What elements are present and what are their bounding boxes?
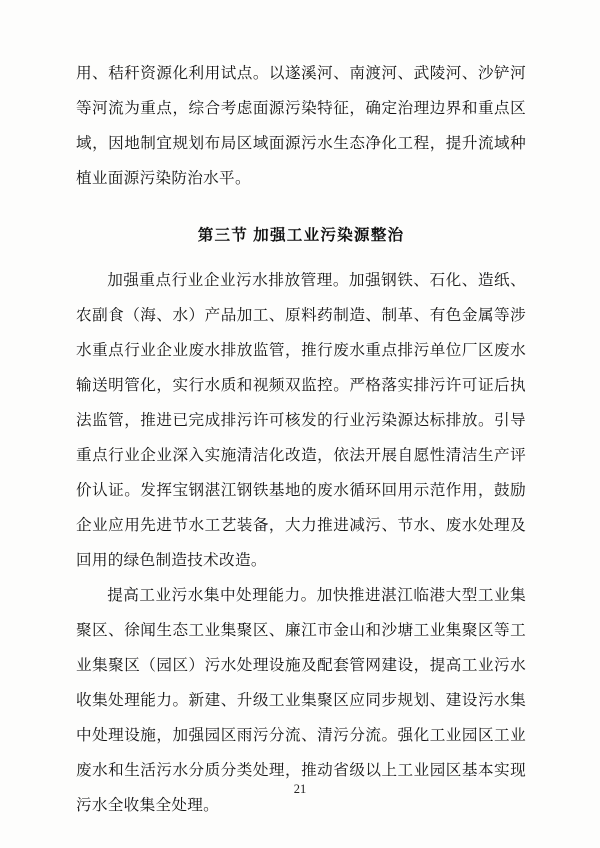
page-content xyxy=(76,56,526,823)
spacer xyxy=(76,196,526,202)
paragraph-continued: 用、秸秆资源化利用试点。以遂溪河、南渡河、武陵河、沙铲河等河流为重点，综合考虑面源污染特征，确定治理边界和重点区域，因地制宜规划布局区域面源污水生态净化工程，提升流域种植业面源污染防治水平。 xyxy=(76,65,526,187)
page-number: 21 xyxy=(293,782,307,796)
paragraph-industrial-discharge: 加强重点行业企业污水排放管理。加强钢铁、石化、造纸、农副食（海、水）产品加工、原料药制造、制革、有色金属等涉水重点行业企业废水排放监管，推行废水重点排污单位厂区废水输送明管化，实行水质和视频双监控。严格落实排污许可证后执法监管，推进已完成排污许可核发的行业污染源达标排放。引导重点行业企业深入实施清洁化改造，依法开展自愿性清洁生产评价认证。发挥宝钢湛江钢铁基地的废水循环回用示范作用，鼓励企业应用先进节水工艺装备，大力推进减污、节水、废水处理及回用的绿色制造技术改造。 xyxy=(76,272,526,569)
section-heading: 第三节 加强工业污染源整治 xyxy=(197,227,405,244)
paragraph-treatment-capacity: 提高工业污水集中处理能力。加快推进湛江临港大型工业集聚区、徐闻生态工业集聚区、廉江市金山和沙塘工业集聚区等工业集聚区（园区）污水处理设施及配套管网建设，提高工业污水收集处理能力。新建、升级工业集聚区应同步规划、建设污水集中处理设施，加强园区雨污分流、清污分流。强化工业园区工业废水和生活污水分质分类处理，推动省级以上工业园区基本实现污水全收集全处理。 xyxy=(76,587,526,814)
